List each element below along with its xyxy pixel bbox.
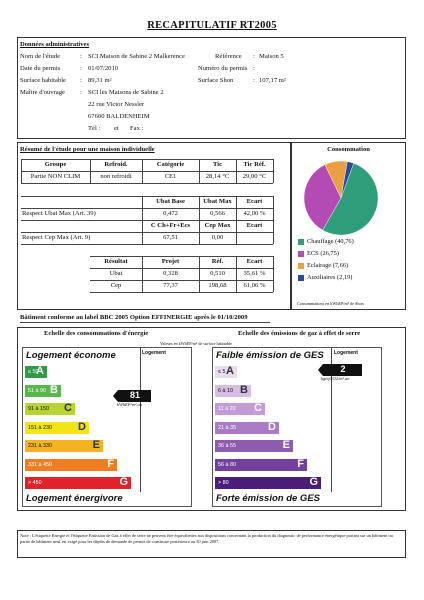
consommation-heading: Consommation (327, 146, 370, 153)
scale-bar-letter: E (282, 439, 290, 451)
scale-bar-range: 231 à 330 (28, 443, 52, 449)
admin-label-shon: Surface Shon (198, 77, 234, 84)
admin-label-moa: Maître d'ouvrage (20, 89, 65, 96)
scale-bar-range: ≤ 50 (28, 369, 39, 375)
scale-bar-letter: F (107, 457, 114, 470)
td-res-ubat-ref: 0,510 (210, 270, 225, 277)
td-groupe: Partie NON CLIM (30, 173, 81, 180)
scale-bar-range: 11 à 20 (218, 406, 236, 412)
td-ubat-base: 0,472 (163, 210, 178, 217)
scale-bar-range: 56 à 80 (218, 461, 236, 468)
scale-bar-range: 51 à 90 (28, 387, 46, 394)
scale-bar-f (215, 459, 307, 471)
scale-bar-letter: C (64, 402, 72, 414)
scale-bar-g (25, 477, 131, 489)
th-projet: Projet (161, 258, 180, 265)
consommation-pie-chart (296, 158, 386, 238)
resume-heading: Résumé de l'étude pour une maison individuelle (20, 146, 155, 153)
legend-swatch (298, 275, 304, 281)
th-ubat-max: Ubat Max (203, 198, 232, 205)
scale-bar-letter: F (297, 457, 304, 470)
ges-bottom-label: Forte émission de GES (216, 493, 320, 504)
scale-bar-letter: D (268, 420, 276, 433)
legend-label: Chauffage (40,76) (307, 238, 354, 245)
td-categorie: CE1 (164, 173, 177, 180)
admin-address-line2: 67600 BALDENHEIM (88, 113, 150, 120)
th-tic: Tic (212, 161, 223, 168)
th-resultat: Résultat (104, 258, 128, 265)
note-text: Note : L'étiquette Energie et l'étiquette Emission de Gaz à effet de serre ne peuvent être équivalentes aux dispositions concernant la production du diagnostic de performance énergétique portant sur un bâtiment ou partie de bâtiment neuf est exigé pour les dépôts de demande de permis de construire postérieure au 30 juin 2007. (20, 533, 393, 544)
row-label-cep: Respect Cep Max (Art. 9) (22, 234, 91, 241)
th-refroid: Refroid. (104, 161, 128, 168)
admin-label-surface: Surface habitable (20, 77, 66, 84)
scale-bar-d (215, 422, 279, 434)
scale-bar-b (25, 385, 61, 397)
td-res-cep-label: Cep (110, 282, 122, 289)
admin-label-date: Date du permis (20, 65, 61, 72)
admin-value-reference: Maison 5 (259, 53, 284, 60)
scale-bar-b (215, 385, 251, 397)
td-tic-ref: 29,00 °C (242, 173, 267, 180)
admin-box (17, 37, 406, 139)
scale-bar-letter: E (92, 439, 100, 451)
admin-label-reference: Référence (215, 53, 242, 60)
td-res-ubat-projet: 0,328 (163, 270, 178, 277)
scale-bar-range: > 450 (28, 480, 42, 486)
td-res-ubat-label: Ubat (109, 270, 123, 277)
td-res-ubat-ecart: 35,61 % (243, 270, 266, 277)
scale-bar-e (25, 440, 103, 452)
scale-bar-c (215, 403, 265, 415)
ges-logement-tag: Logement (334, 350, 358, 356)
th-ecart-3: Ecart (246, 258, 263, 265)
th-categorie: Catégorie (156, 161, 185, 168)
admin-value-shon: 107,17 m² (259, 77, 286, 84)
scale-bar-range: 331 à 450 (28, 461, 52, 468)
scale-bar-d (25, 422, 89, 434)
td-tic: 28,14 °C (205, 173, 230, 180)
bbc-conformity-line: Bâtiment conforme au label BBC 2005 Option EFFINERGIE après le 01/10/2009 (20, 314, 248, 321)
admin-heading: Données administratives (20, 41, 90, 48)
legend-swatch (298, 239, 304, 245)
scale-bar-a (215, 366, 237, 378)
scale-bar-letter: B (50, 383, 58, 396)
td-ubat-ecart: 42,00 % (243, 210, 266, 217)
scale-bar-f (25, 459, 117, 471)
legend-label: ECS (26,75) (307, 250, 339, 257)
td-cep-max: 0,00 (211, 234, 224, 241)
energy-value-arrow (113, 389, 151, 401)
energy-logement-tag: Logement (142, 350, 166, 356)
scale-bar-range: > 80 (218, 480, 229, 486)
admin-value-nom: SCI Maison de Sabine 2 Malkerence (88, 53, 185, 60)
scale-bar-g (215, 477, 321, 489)
legend-swatch (298, 263, 304, 269)
scale-bar-range: ≤ 5 (218, 369, 226, 375)
th-ref: Réf. (211, 258, 224, 265)
energy-scale-title: Echelle des consommations d'énergie (44, 330, 149, 337)
ges-scale-title: Echelle des émissions de gaz à effet de serre (238, 330, 361, 337)
consommation-footnote: Consommations en kWhEP/m² de Shon (297, 301, 364, 306)
admin-label-nom: Nom de l'étude (20, 53, 61, 60)
scale-bar-range: 6 à 10 (218, 387, 233, 394)
scale-bar-letter: G (119, 476, 128, 488)
admin-address-line1: 22 rue Victor Nessler (88, 101, 145, 108)
admin-value-surface: 89,31 m² (88, 77, 112, 84)
td-res-cep-ref: 198,68 (208, 282, 227, 289)
admin-fax-label: Fax : (130, 125, 144, 132)
scale-bar-letter: A (226, 365, 234, 377)
th-ecart-1: Ecart (246, 198, 263, 205)
scale-bar-range: 21 à 35 (218, 424, 236, 431)
energy-bottom-label: Logement énergivore (26, 493, 123, 504)
scale-bar-letter: D (78, 420, 86, 433)
scale-bar-letter: A (36, 365, 44, 377)
scale-bar-range: 151 à 230 (28, 424, 52, 431)
energy-value: 81 (129, 390, 140, 400)
td-refroid: non refroidi (100, 173, 132, 180)
legend-label: Eclairage (7,66) (307, 262, 349, 269)
admin-value-moa: SCI les Maisons de Sabine 2 (88, 89, 164, 96)
ges-value-unit: kgéqCO2/m².an (321, 376, 350, 381)
scale-bar-range: 36 à 55 (218, 443, 236, 449)
scale-bar-a (25, 366, 47, 378)
th-groupe: Groupe (44, 161, 67, 168)
energy-value-unit: kWhEP/m².an (117, 402, 142, 407)
scale-bar-range: 91 à 150 (28, 406, 49, 412)
td-res-cep-projet: 77,37 (163, 282, 178, 289)
scale-bar-letter: B (240, 383, 248, 396)
ges-top-label: Faible émission de GES (216, 350, 324, 361)
admin-value-date: 01/07/2010 (88, 65, 119, 72)
scale-bar-c (25, 403, 75, 415)
td-res-cep-ecart: 61,06 % (243, 282, 266, 289)
th-tic-ref: Tic Réf. (243, 161, 266, 168)
td-ubat-max: 0,566 (210, 210, 225, 217)
admin-tel-value: et (114, 125, 119, 132)
scale-bar-e (215, 440, 293, 452)
th-cep-max: Cep Max (204, 222, 231, 229)
td-c-ch: 67,51 (163, 234, 178, 241)
ges-value-arrow (318, 363, 362, 375)
row-label-ubat: Respect Ubat Max (Art. 39) (22, 210, 96, 217)
th-ecart-2: Ecart (246, 222, 263, 229)
energy-unit-note: Valeurs en kWhEP/m² de surface habitable (160, 341, 232, 346)
energy-top-label: Logement économe (26, 350, 116, 361)
bbc-underline (20, 322, 270, 323)
th-c-ch: C Ch+Fr+Ecs (150, 222, 191, 229)
ges-value: 2 (340, 364, 346, 374)
admin-tel-label: Tél : (88, 125, 101, 132)
page-title: RECAPITULATIF RT2005 (147, 20, 277, 31)
legend-label: Auxiliaires (2,19) (307, 274, 353, 281)
scale-bar-letter: G (309, 476, 318, 488)
admin-label-permis: Numéro du permis (198, 65, 248, 72)
legend-swatch (298, 251, 304, 257)
th-ubat-base: Ubat Base (156, 198, 185, 205)
scale-bar-letter: C (254, 402, 262, 414)
